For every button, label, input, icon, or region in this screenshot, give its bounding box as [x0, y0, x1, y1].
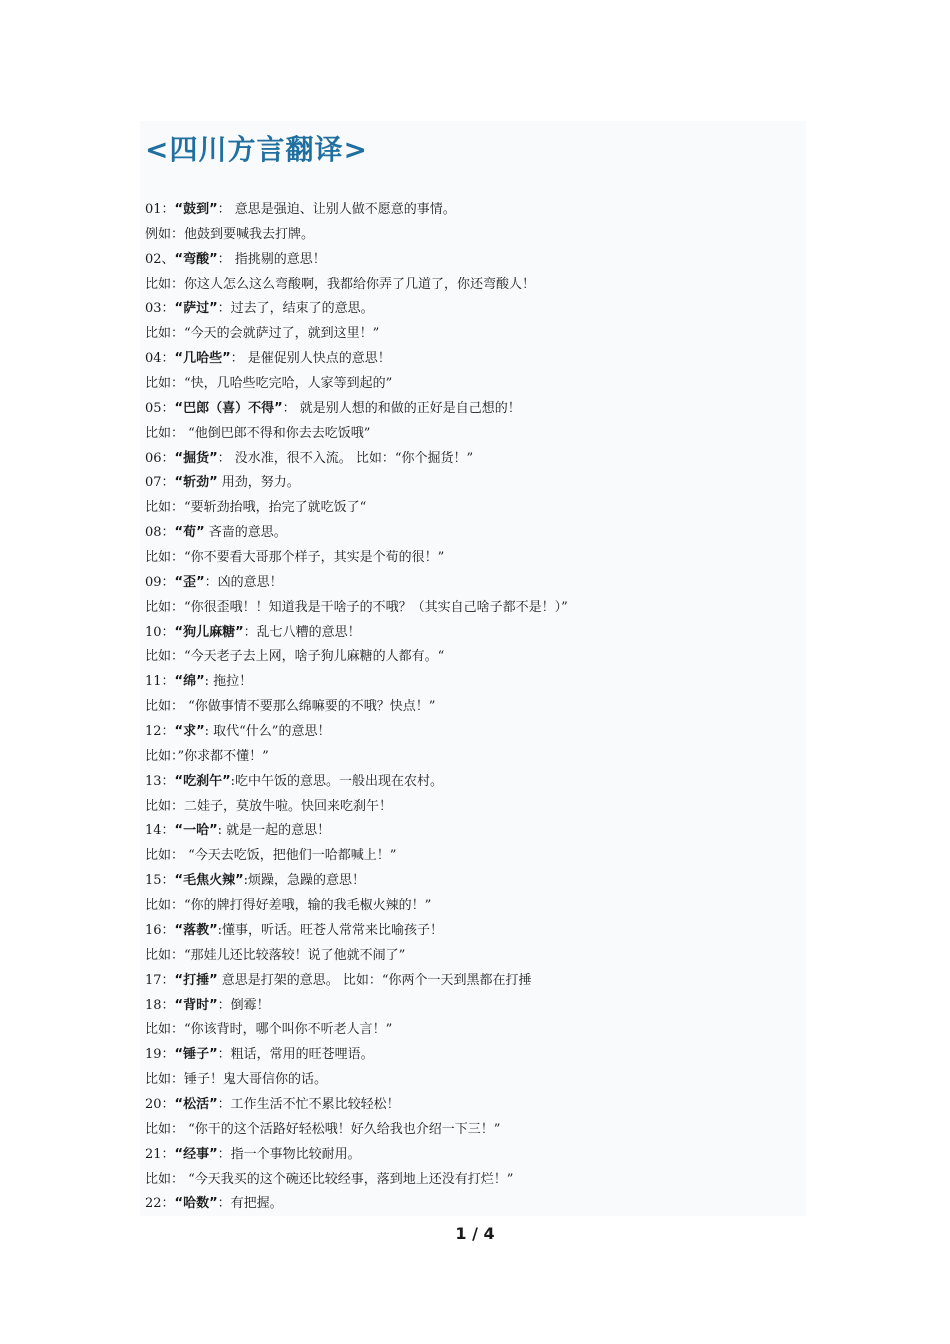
entry-number: 12：	[145, 724, 175, 740]
entry-number: 07：	[145, 475, 175, 491]
dialect-term: “歪”	[174, 574, 205, 590]
term-definition: ：凶的意思！	[204, 574, 283, 590]
dialect-term: “掘货”	[174, 450, 218, 466]
term-definition: ： 是催促别人快点的意思！	[230, 351, 391, 367]
term-definition: ：乱七八糟的意思！	[243, 624, 361, 640]
term-entry	[145, 1192, 800, 1217]
example-line: 比如：“你不要看大哥那个样子，其实是个荀的很！”	[145, 550, 445, 566]
example-line: 比如：“今天的会就萨过了，就到这里！”	[145, 326, 380, 342]
dialect-term: “鼓到”	[174, 202, 218, 217]
dialect-term: “经事”	[174, 1146, 218, 1162]
example-line: 比如：“要斩劲抬哦，抬完了就吃饭了“	[145, 500, 367, 516]
entry-number: 05：	[145, 400, 175, 416]
entry-number: 02、	[145, 251, 175, 267]
entry-number: 08：	[145, 525, 175, 541]
example-line: 比如：“你该背时，哪个叫你不听老人言！”	[145, 1022, 393, 1038]
term-definition: ： 指挑剔的意思！	[217, 251, 326, 267]
dialect-term: “吃刹午”	[174, 773, 231, 789]
entry-number: 17：	[145, 972, 175, 988]
entry-number: 09：	[145, 574, 175, 590]
entry-number: 13：	[145, 773, 175, 789]
dialect-term: “几哈些”	[174, 351, 231, 367]
term-entry	[145, 994, 800, 1019]
entry-number: 11：	[145, 674, 175, 690]
term-entry	[145, 521, 800, 546]
term-definition: ： 没水准，很不入流。 比如：“你个掘货！”	[217, 450, 474, 466]
entry-number: 06：	[145, 450, 175, 466]
term-entry	[145, 347, 800, 372]
dialect-term: “打捶”	[174, 972, 218, 988]
example-line: 比如： “今天去吃饭，把他们一哈都喊上！”	[145, 848, 397, 864]
entry-number: 01：	[145, 202, 175, 217]
term-definition: ：工作生活不忙不累比较轻松！	[217, 1096, 400, 1112]
term-entry	[145, 621, 800, 646]
entry-number: 14：	[145, 823, 175, 839]
term-definition: ：指一个事物比较耐用。	[217, 1146, 361, 1162]
example-line: 比如：“你的牌打得好差哦，输的我毛椒火辣的！”	[145, 898, 432, 914]
term-definition: : 取代“什么”的意思！	[204, 724, 331, 740]
term-entry	[145, 1143, 800, 1168]
dialect-term: “绵”	[174, 674, 205, 690]
term-entry	[145, 471, 800, 496]
dialect-term: “锤子”	[174, 1047, 218, 1063]
dialect-term: “一哈”	[174, 823, 218, 839]
term-entry	[145, 571, 800, 596]
term-definition: ： 就是别人想的和做的正好是自己想的！	[282, 400, 521, 416]
example-line: 比如：”你求都不懂！”	[145, 748, 269, 764]
example-line: 比如：“快，几哈些吃完哈，人家等到起的”	[145, 376, 393, 392]
example-line: 比如： “他倒巴郎不得和你去去吃饭哦”	[145, 425, 371, 441]
dialect-term: “弯酸”	[174, 251, 218, 267]
term-entry	[145, 720, 800, 745]
example-line: 比如： “你干的这个活路好轻松哦！好久给我也介绍一下三！”	[145, 1121, 501, 1137]
dialect-term: “哈数”	[174, 1196, 218, 1212]
example-line: 比如：“那娃儿还比较落较！说了他就不闹了”	[145, 947, 406, 963]
example-line: 比如： “你做事情不要那么绵嘛要的不哦？快点！”	[145, 699, 436, 715]
dialect-term: “求”	[174, 724, 205, 740]
dialect-term: “毛焦火辣”	[174, 873, 244, 889]
term-definition: :懂事，听话。旺苍人常常来比喻孩子！	[217, 922, 444, 938]
term-definition: :烦躁，急躁的意思！	[243, 873, 366, 889]
term-definition: ： 意思是强迫、让别人做不愿意的事情。	[217, 202, 456, 217]
term-definition: ：倒霉！	[217, 997, 270, 1013]
document-title: <四川方言翻译>	[145, 133, 368, 166]
term-entry	[145, 447, 800, 472]
example-line: 比如：锤子！鬼大哥信你的话。	[145, 1072, 328, 1088]
term-definition: ：过去了，结束了的意思。	[217, 301, 374, 317]
entry-number: 22：	[145, 1196, 175, 1212]
term-definition: : 拖拉！	[204, 674, 253, 690]
term-definition: ：粗话，常用的旺苍哩语。	[217, 1047, 374, 1063]
term-definition: 用劲，努力。	[217, 475, 300, 491]
dialect-term: “松活”	[174, 1096, 218, 1112]
dialect-term: “背时”	[174, 997, 218, 1013]
example-line: 比如：“今天老子去上网，啥子狗儿麻糖的人都有。“	[145, 649, 445, 665]
dialect-term: “狗儿麻糖”	[174, 624, 244, 640]
example-line: 比如： “今天我买的这个碗还比较经事，落到地上还没有打烂！”	[145, 1171, 514, 1187]
entry-number: 19：	[145, 1047, 175, 1063]
term-definition: ：有把握。	[217, 1196, 283, 1212]
term-entry	[145, 969, 800, 994]
dialect-term: “萨过”	[174, 301, 218, 317]
term-definition: :吃中午饭的意思。一般出现在农村。	[230, 773, 444, 789]
term-entry	[145, 248, 800, 273]
entry-number: 20：	[145, 1096, 175, 1112]
term-entry	[145, 869, 800, 894]
term-entry	[145, 297, 800, 322]
term-entry	[145, 770, 800, 795]
term-definition: 吝啬的意思。	[204, 525, 287, 541]
term-definition: : 就是一起的意思！	[217, 823, 331, 839]
entry-list	[145, 198, 800, 1217]
page-indicator: 1 / 4	[455, 1224, 495, 1243]
entry-number: 10：	[145, 624, 175, 640]
term-entry	[145, 397, 800, 422]
example-line: 例如：他鼓到要喊我去打牌。	[145, 226, 315, 242]
term-entry	[145, 1093, 800, 1118]
example-line: 比如：你这人怎么这么弯酸啊，我都给你弄了几道了，你还弯酸人！	[145, 276, 536, 292]
example-line: 比如：“你很歪哦！！知道我是干啥子的不哦？（其实自己啥子都不是！）”	[145, 599, 568, 615]
term-definition: 意思是打架的意思。 比如：“你两个一天到黑都在打捶	[217, 972, 532, 988]
dialect-term: “斩劲”	[174, 475, 218, 491]
term-entry	[145, 1043, 800, 1068]
dialect-term: “荀”	[174, 525, 205, 541]
term-entry	[145, 670, 800, 695]
entry-number: 16：	[145, 922, 175, 938]
entry-number: 03：	[145, 301, 175, 317]
term-entry	[145, 919, 800, 944]
dialect-term: “巴郎（喜）不得”	[174, 400, 283, 416]
dialect-term: “落教”	[174, 922, 218, 938]
term-entry	[145, 819, 800, 844]
entry-number: 18：	[145, 997, 175, 1013]
example-line: 比如：二娃子，莫放牛啦。快回来吃刹午！	[145, 798, 393, 814]
entry-number: 15：	[145, 873, 175, 889]
entry-number: 21：	[145, 1146, 175, 1162]
term-entry	[145, 198, 800, 223]
entry-number: 04：	[145, 351, 175, 367]
